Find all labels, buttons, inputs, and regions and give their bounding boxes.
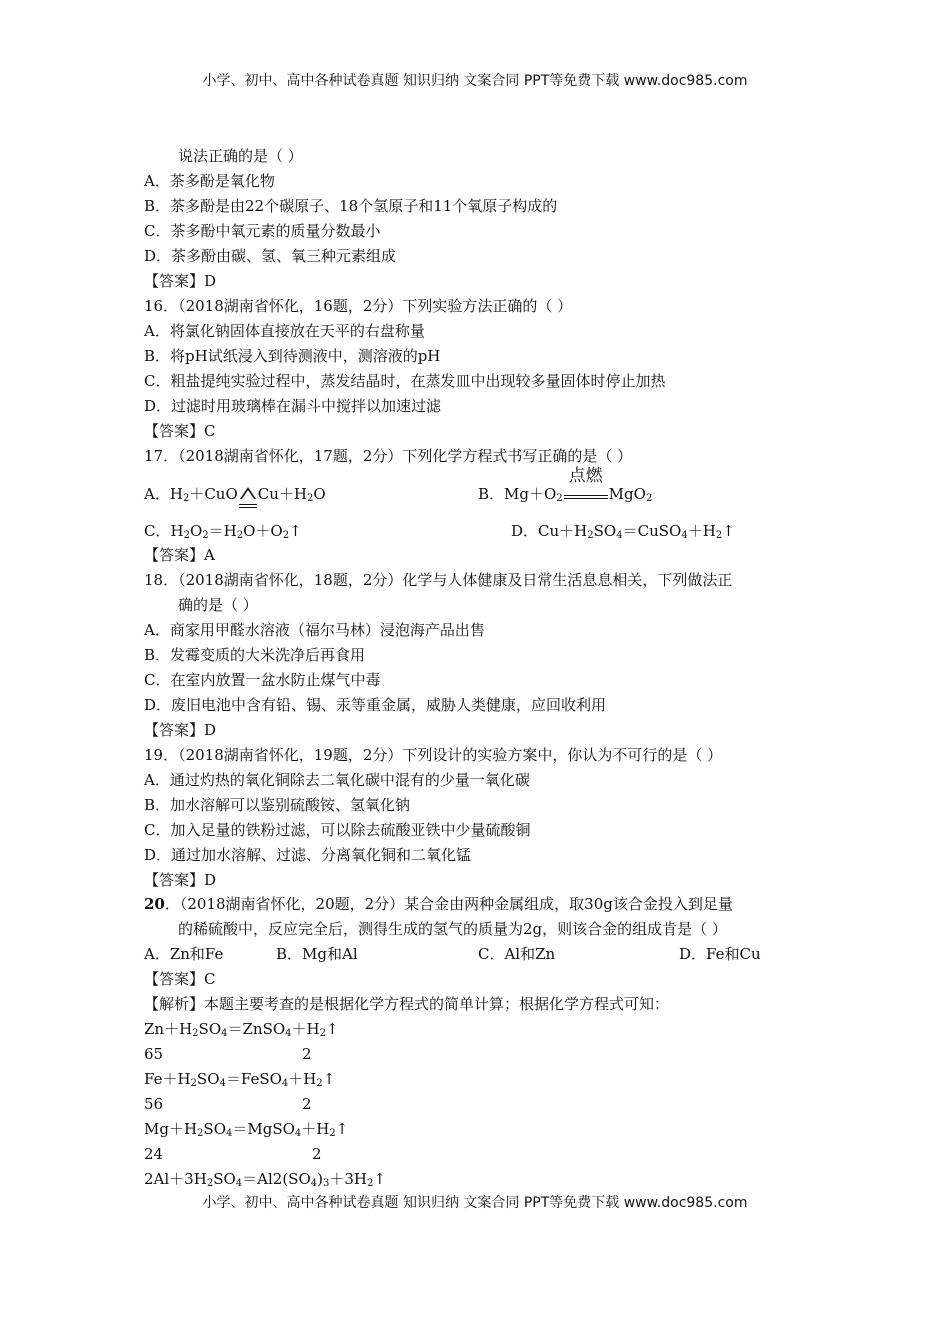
q18-answer: 【答案】D (144, 721, 217, 739)
q17-option-a-label: A． (144, 485, 170, 503)
q17-option-d-label: D． (511, 522, 539, 540)
q18-option-d: D．废旧电池中含有铅、锡、汞等重金属，威胁人类健康，应回收利用 (144, 696, 607, 714)
q20-option-b: B．Mg和Al (276, 945, 358, 963)
calc-mass-fe: 56 (144, 1095, 164, 1113)
q15-option-b: B．茶多酚是由22个碳原子、18个氢原子和11个氧原子构成的 (144, 197, 558, 215)
q19-option-d: D．通过加水溶解、过滤、分离氧化铜和二氧化锰 (144, 846, 472, 864)
q20-analysis: 【解析】本题主要考查的是根据化学方程式的简单计算；根据化学方程式可知： (144, 995, 670, 1013)
q19-option-c: C．加入足量的铁粉过滤，可以除去硫酸亚铁中少量硫酸铜 (144, 821, 531, 839)
q16-answer: 【答案】C (144, 422, 216, 440)
q15-answer: 【答案】D (144, 272, 217, 290)
calc-equation-zn: $Zn+H_2SO_4=ZnSO_4+H_2↑$ (144, 1020, 339, 1039)
calc-equation-fe: $Fe+H_2SO_4=FeSO_4+H_2↑$ (144, 1070, 336, 1089)
q15-option-c: C．茶多酚中氧元素的质量分数最小 (144, 222, 381, 240)
q20-answer: 【答案】C (144, 970, 216, 988)
q16-option-a: A．将氯化钠固体直接放在天平的右盘称量 (144, 322, 425, 340)
q18-stem-line1: 18．（2018湖南省怀化，18题，2分）化学与人体健康及日常生活息息相关，下列做法正 (144, 571, 733, 589)
q16-stem: 16．（2018湖南省怀化，16题，2分）下列实验方法正确的（ ） (144, 297, 573, 315)
calc-mass-zn: 65 (144, 1045, 164, 1063)
q15-option-d: D．茶多酚由碳、氢、氧三种元素组成 (144, 247, 397, 265)
q18-stem-line2: 确的是（ ） (178, 596, 258, 614)
q20-option-d: D．Fe和Cu (679, 945, 761, 963)
q20-option-a: A．Zn和Fe (144, 945, 224, 963)
calc-equation-mg: $Mg+H_2SO_4=MgSO_4+H_2↑$ (144, 1120, 349, 1139)
q18-option-c: C．在室内放置一盆水防止煤气中毒 (144, 671, 381, 689)
q17-option-c-label: C． (144, 522, 171, 540)
q17-option-a (144, 484, 326, 508)
q15-option-a: A．茶多酚是氧化物 (144, 172, 275, 190)
heat-triangle-icon (239, 484, 257, 508)
q19-stem: 19．（2018湖南省怀化，19题，2分）下列设计的实验方案中，你认为不可行的是（ ） (144, 746, 723, 764)
q20-stem-line2: 的稀硫酸中，反应完全后，测得生成的氢气的质量为2g，则该合金的组成肯是（ ） (178, 920, 727, 938)
q17-condition-ignite: 点燃 (568, 466, 603, 486)
q17-equation-a: $H_2+CuO$ $Cu+H_2O$ (170, 485, 326, 503)
page-header: 小学、初中、高中各种试卷真题 知识归纳 文案合同 PPT等免费下载 www.doc985.com (202, 73, 748, 89)
q17-option-c (144, 521, 302, 541)
q19-option-b: B．加水溶解可以鉴别硫酸铵、氢氧化钠 (144, 796, 411, 814)
page-footer: 小学、初中、高中各种试卷真题 知识归纳 文案合同 PPT等免费下载 www.doc985.com (202, 1195, 748, 1211)
calc-mass-h2-zn: 2 (302, 1045, 312, 1063)
q20-stem-text: ．（2018湖南省怀化，20题，2分）某合金由两种金属组成，取30g该合金投入到足量 (164, 895, 733, 913)
q19-answer: 【答案】D (144, 871, 217, 889)
calc-mass-h2-mg: 2 (312, 1145, 322, 1163)
q18-option-a: A．商家用甲醛水溶液（福尔马林）浸泡海产品出售 (144, 621, 485, 639)
calc-mass-h2-fe: 2 (302, 1095, 312, 1113)
q20-stem-line1 (144, 894, 733, 914)
q16-option-d: D．过滤时用玻璃棒在漏斗中搅拌以加速过滤 (144, 397, 442, 415)
q15-stem-tail: 说法正确的是（ ） (178, 147, 303, 165)
q20-option-c: C．Al和Zn (478, 945, 556, 963)
q17-equation-d: $Cu+H_2SO_4=CuSO_4+H_2↑$ (538, 522, 735, 541)
q16-option-b: B．将pH试纸浸入到待测液中，测溶液的pH (144, 347, 441, 365)
q18-option-b: B．发霉变质的大米洗净后再食用 (144, 646, 366, 664)
q17-equation-c: $H_2O_2=H_2O+O_2↑$ (170, 522, 302, 541)
q17-equation-b: $Mg+O_2$ 点燃 MgO$_2$ (504, 466, 653, 504)
calc-equation-al: $2Al+3H_2SO_4=Al2(SO_4)_3+3H_2↑$ (144, 1170, 386, 1189)
q16-option-c: C．粗盐提纯实验过程中，蒸发结晶时，在蒸发皿中出现较多量固体时停止加热 (144, 372, 666, 390)
q17-answer: 【答案】A (144, 546, 215, 564)
q17-option-b (478, 466, 653, 504)
q20-number: 20 (144, 895, 165, 913)
q17-option-b-label: B． (478, 485, 505, 503)
q17-stem: 17．（2018湖南省怀化，17题，2分）下列化学方程式书写正确的是（ ） (144, 447, 633, 465)
calc-mass-mg: 24 (144, 1145, 164, 1163)
q19-option-a: A．通过灼热的氧化铜除去二氧化碳中混有的少量一氧化碳 (144, 771, 530, 789)
q17-option-d (511, 521, 735, 541)
